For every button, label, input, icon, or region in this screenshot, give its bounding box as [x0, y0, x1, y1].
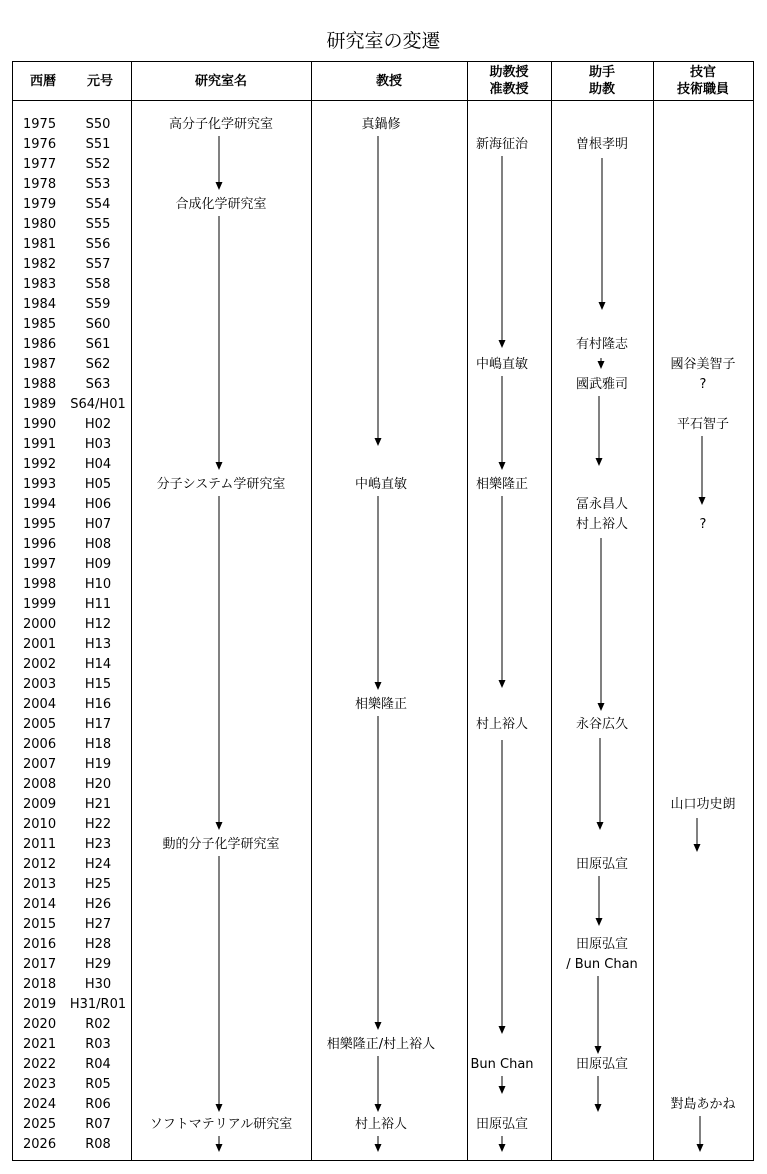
year-cell: 2009	[23, 797, 57, 812]
year-cell: 1985	[23, 317, 57, 332]
lab-name: ソフトマテリアル研究室	[149, 1117, 293, 1132]
year-cell: 2000	[23, 617, 57, 632]
lab-name: 合成化学研究室	[175, 197, 267, 212]
assistant-name: 永谷広久	[575, 717, 629, 732]
lab-name: 分子システム学研究室	[156, 477, 286, 492]
year-cell: 2004	[23, 697, 57, 712]
technician-unknown: ?	[699, 377, 707, 392]
year-cell: 1984	[23, 297, 57, 312]
year-cell: 1979	[23, 197, 57, 212]
year-cell: 2026	[23, 1137, 57, 1152]
header-technician: 技官 技術職員	[676, 65, 729, 97]
column-divider	[467, 62, 468, 1160]
professor-name: 中嶋直敏	[354, 477, 408, 492]
assistant-name: 冨永昌人	[575, 497, 629, 512]
year-cell: 1992	[23, 457, 57, 472]
technician-name: 平石智子	[676, 417, 730, 432]
professor-name: 相樂隆正	[354, 697, 408, 712]
professor-name: 村上裕人	[354, 1117, 408, 1132]
assistant-name: 曽根孝明	[575, 137, 629, 152]
technician-name: 對島あかね	[670, 1097, 736, 1112]
year-cell: 2024	[23, 1097, 57, 1112]
year-cell: 2023	[23, 1077, 57, 1092]
technician-name: 山口功史朗	[670, 797, 736, 812]
year-cell: 1997	[23, 557, 57, 572]
assistant-name: / Bun Chan	[566, 957, 638, 972]
year-cell: 1980	[23, 217, 57, 232]
header-assistant: 助手 助教	[588, 65, 615, 97]
year-cell: 1995	[23, 517, 57, 532]
column-divider	[311, 62, 312, 1160]
year-cell: 2018	[23, 977, 57, 992]
associate-professor-name: Bun Chan	[470, 1057, 534, 1072]
associate-professor-name: 村上裕人	[475, 717, 529, 732]
year-cell: 2002	[23, 657, 57, 672]
column-divider	[551, 62, 552, 1160]
header-lab-name: 研究室名	[194, 73, 247, 89]
year-cell: 2025	[23, 1117, 57, 1132]
year-cell: 2008	[23, 777, 57, 792]
year-cell: 1994	[23, 497, 57, 512]
year-cell: 2019	[23, 997, 57, 1012]
year-cell: 1990	[23, 417, 57, 432]
lab-name: 動的分子化学研究室	[162, 837, 280, 852]
professor-name: 相樂隆正/村上裕人	[326, 1037, 436, 1052]
year-cell: 2012	[23, 857, 57, 872]
year-cell: 1991	[23, 437, 57, 452]
assistant-name: 田原弘宣	[575, 857, 629, 872]
year-cell: 2021	[23, 1037, 57, 1052]
page-title: 研究室の変遷	[326, 30, 441, 52]
year-cell: 1987	[23, 357, 57, 372]
header-associate-professor: 助教授 准教授	[489, 65, 529, 97]
header-era: 元号	[86, 73, 113, 89]
year-cell: 1983	[23, 277, 57, 292]
year-cell: 2016	[23, 937, 57, 952]
year-cell: 2020	[23, 1017, 57, 1032]
year-cell: 1998	[23, 577, 57, 592]
assistant-name: 村上裕人	[575, 517, 629, 532]
year-cell: 2014	[23, 897, 57, 912]
year-cell: 1988	[23, 377, 57, 392]
year-cell: 1989	[23, 397, 57, 412]
lab-name: 高分子化学研究室	[168, 117, 274, 132]
assistant-name: 有村隆志	[575, 337, 629, 352]
year-cell: 1993	[23, 477, 57, 492]
year-cell: 1999	[23, 597, 57, 612]
associate-professor-name: 相樂隆正	[475, 477, 529, 492]
year-cell: 2005	[23, 717, 57, 732]
assistant-name: 田原弘宣	[575, 937, 629, 952]
year-cell: 2007	[23, 757, 57, 772]
year-cell: 1982	[23, 257, 57, 272]
year-cell: 2006	[23, 737, 57, 752]
year-cell: 1986	[23, 337, 57, 352]
year-cell: 1977	[23, 157, 57, 172]
column-divider	[131, 62, 132, 1160]
header-professor: 教授	[375, 73, 402, 89]
column-divider	[653, 62, 654, 1160]
technician-unknown: ?	[699, 517, 707, 532]
year-cell: 1978	[23, 177, 57, 192]
header-year: 西暦	[29, 73, 56, 89]
year-cell: 2022	[23, 1057, 57, 1072]
year-cell: 2013	[23, 877, 57, 892]
associate-professor-name: 新海征治	[475, 137, 529, 152]
year-cell: 1976	[23, 137, 57, 152]
technician-name: 國谷美智子	[670, 357, 736, 372]
associate-professor-name: 田原弘宣	[475, 1117, 529, 1132]
year-cell: 2015	[23, 917, 57, 932]
year-cell: 1981	[23, 237, 57, 252]
associate-professor-name: 中嶋直敏	[475, 357, 529, 372]
year-cell: 2011	[23, 837, 57, 852]
header-divider	[13, 100, 753, 101]
assistant-name: 田原弘宣	[575, 1057, 629, 1072]
year-cell: 2017	[23, 957, 57, 972]
professor-name: 真鍋修	[361, 117, 401, 132]
year-cell: 1996	[23, 537, 57, 552]
year-cell: 2003	[23, 677, 57, 692]
year-cell: 2001	[23, 637, 57, 652]
year-cell: 2010	[23, 817, 57, 832]
assistant-name: 國武雅司	[575, 377, 629, 392]
year-cell: 1975	[23, 117, 57, 132]
